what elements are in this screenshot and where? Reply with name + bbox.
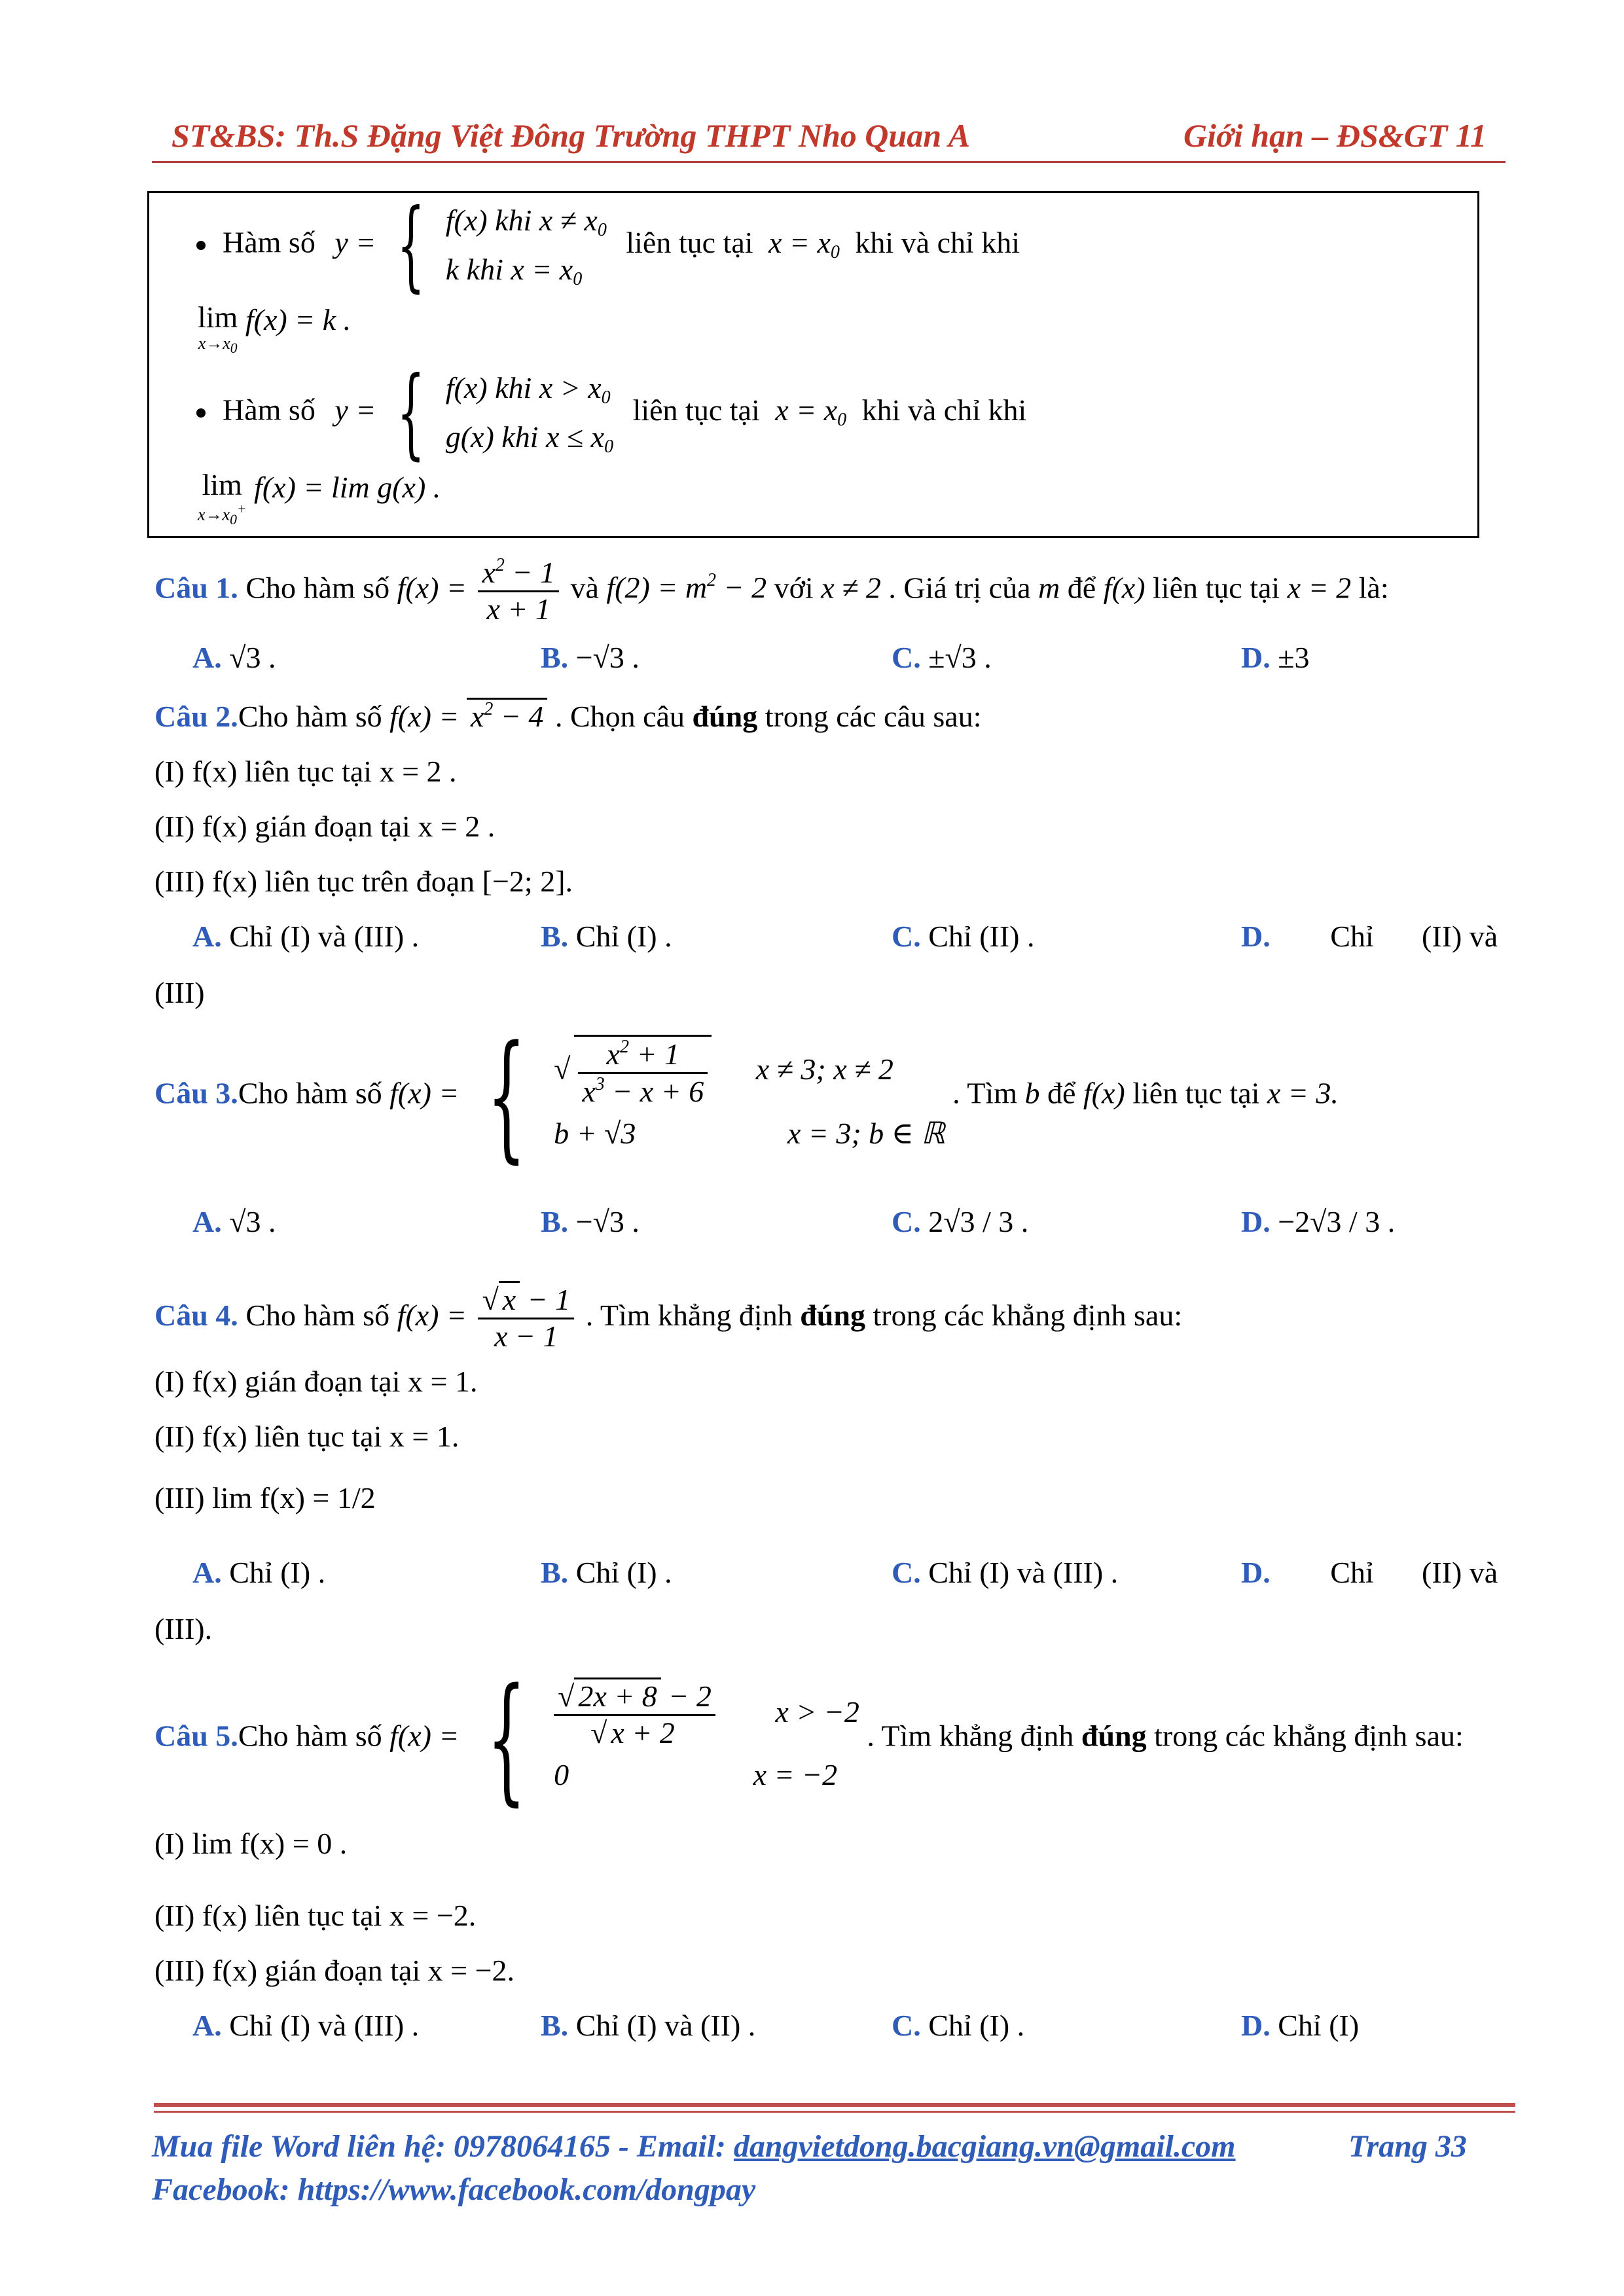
q3-text-a: Cho hàm số (238, 1076, 382, 1110)
header-left: ST&BS: Th.S Đặng Việt Đông Trường THPT Nho Quan A (171, 117, 970, 154)
q3-option-c-value: 2√3 / 3 . (928, 1205, 1029, 1238)
q5-cond2: x = −2 (753, 1757, 838, 1791)
q5-cases: $\frac{√ 2x + 8 - 2}{√ x + 2}$ x > −2 0 x = −2 (554, 1679, 859, 1799)
box-b1-mid: liên tục tại (626, 225, 753, 259)
q3-cases: √ $\frac{x^2 + 1}{x^3 - x + 6}$ x ≠ 3; x ≠ 2 b + √3 x = 3; b ∈ ℝ (554, 1035, 945, 1157)
q4-text-c: trong các khẳng định sau: (873, 1298, 1183, 1332)
q5-statement-2: (II) f(x) liên tục tại x = −2. (154, 1899, 477, 1932)
q5-option-c-value: Chỉ (I) . (928, 2009, 1025, 2042)
q3-text-b: . Tìm (952, 1076, 1017, 1110)
q3-option-a-value: √3 . (229, 1205, 276, 1238)
q4-label: Câu 4. (154, 1298, 238, 1332)
q3-option-c-label: C. (892, 1205, 921, 1238)
q2-option-a-label: A. (192, 920, 222, 953)
footer-contact: Mua file Word liên hệ: 0978064165 - Email: (152, 2129, 726, 2164)
box-b2-end: khi và chỉ khi (861, 393, 1027, 427)
question-2: Câu 2.Cho hàm số $f(x) = x^2 - 4$ . Chọn câu đúng trong các câu sau: (154, 699, 982, 733)
footer-email-link[interactable]: dangvietdong.bacgiang.vn@gmail.com (733, 2129, 1236, 2164)
q3-option-d[interactable] (1241, 1204, 1395, 1239)
q2-option-d-value: Chỉ (1330, 920, 1374, 953)
q1-text-c: với (774, 571, 814, 605)
q1-option-b-label: B. (541, 641, 569, 674)
box-b2-prefix: Hàm số (223, 393, 316, 427)
q1-option-a[interactable] (192, 640, 276, 675)
footer-rule-thin (154, 2111, 1515, 2113)
q5-label: Câu 5. (154, 1719, 238, 1753)
bullet-icon (196, 241, 206, 250)
q5-option-b-label: B. (541, 2009, 569, 2042)
box-b1-cases: f(x) khi $x \ne x_0$ k khi $x = x_0$ (445, 204, 607, 289)
q3-cond2: x = 3; b ∈ ℝ (787, 1117, 945, 1151)
header-right: Giới hạn – ĐS&GT 11 (1183, 117, 1487, 154)
q4-option-d-tail: (II) và (1422, 1556, 1498, 1589)
header-rule (152, 161, 1506, 163)
footer-page-number: Trang 33 (1348, 2129, 1467, 2164)
q2-option-a-value: Chỉ (I) và (III) . (229, 920, 420, 953)
q4-option-c-value: Chỉ (I) và (III) . (928, 1556, 1119, 1589)
question-1: Câu 1. Cho hàm số f(x) = $\frac{x^2 - 1}{x + 1}$ và $f(2) = m^2 - 2$ với x ≠ 2 . Giá trị của m để f(x) liên tục tại x = 2 là: (154, 555, 1389, 626)
q3-label: Câu 3. (154, 1076, 238, 1110)
q4-bold: đúng (800, 1298, 865, 1332)
q5-option-a-value: Chỉ (I) và (III) . (229, 2009, 420, 2042)
q2-bold: đúng (692, 700, 758, 733)
q3-option-b-label: B. (541, 1205, 569, 1238)
q5-text-b: . Tìm khẳng định (867, 1719, 1074, 1753)
box-b1-prefix: Hàm số (223, 225, 316, 259)
q4-text-b: . Tìm khẳng định (585, 1298, 793, 1332)
q2-option-c-label: C. (892, 920, 921, 953)
q5-statement-1: (I) lim f(x) = 0 . (154, 1827, 348, 1860)
q1-text-f: liên tục tại (1153, 571, 1280, 605)
box-bullet-2: Hàm số y = { f(x) khi $x > x_0$ g(x) khi $x \le x_0$ liên tục tại $x = x_0$ khi và chỉ khi (196, 364, 1026, 462)
question-3: Câu 3.Cho hàm số f(x) = { √ $\frac{x^2 + 1}{x^3 - x + 6}$ x ≠ 3; x ≠ 2 b + √3 x = 3; b ∈ ℝ . Tìm b để f(x) liên tục tại x = 3. (154, 1016, 1339, 1176)
box-b1-case1: f(x) khi x ≠ x (445, 204, 598, 238)
q1-option-b-value: −√3 . (575, 641, 640, 674)
q5-statement-3: (III) f(x) gián đoạn tại x = −2. (154, 1954, 515, 1987)
q1-label: Câu 1. (154, 571, 238, 605)
q2-text-c: trong các câu sau: (765, 700, 982, 733)
footer-facebook[interactable]: Facebook: https://www.facebook.com/dongpay (152, 2172, 756, 2207)
q4-fraction: $\frac{√ x - 1}{x - 1}$ (478, 1283, 574, 1354)
q1-text-a: Cho hàm số (245, 571, 390, 605)
q1-option-b[interactable] (541, 640, 640, 675)
q3-option-c[interactable] (892, 1204, 1028, 1239)
box-bullet-1: Hàm số y = { f(x) khi $x \ne x_0$ k khi $x = x_0$ liên tục tại $x = x_0$ khi và chỉ khi (196, 196, 1020, 295)
q4-statement-1: (I) f(x) gián đoạn tại x = 1. (154, 1365, 478, 1398)
q1-option-d-label: D. (1241, 641, 1271, 674)
q5-option-a-label: A. (192, 2009, 222, 2042)
q4-option-b[interactable] (541, 1555, 672, 1590)
q4-option-a[interactable] (192, 1555, 325, 1590)
box-b2-case2: g(x) khi x ≤ x (445, 420, 605, 454)
q1-option-c-value: ±√3 . (928, 641, 992, 674)
q5-cond1: x > −2 (775, 1695, 859, 1729)
q4-option-b-value: Chỉ (I) . (575, 1556, 672, 1589)
q2-option-d-label: D. (1241, 920, 1271, 953)
question-4: Câu 4. Cho hàm số f(x) = $\frac{√ x - 1}{x - 1}$ . Tìm khẳng định đúng trong các khẳng định sau: (154, 1283, 1182, 1354)
q4-option-d-wrap: (III). (154, 1612, 213, 1645)
q2-option-b[interactable] (541, 919, 672, 954)
q3-option-b-value: −√3 . (575, 1205, 640, 1238)
q2-option-d[interactable] (1241, 919, 1374, 954)
q1-text-e: để (1067, 571, 1096, 605)
box-b2-limit: f(x) = lim g(x) . (254, 471, 441, 504)
q2-option-c[interactable] (892, 919, 1034, 954)
q5-option-c[interactable] (892, 2008, 1024, 2043)
q3-option-b[interactable] (541, 1204, 640, 1239)
box-limit-1: lim $x\to x_0$ f(x) = k . (198, 300, 352, 357)
q4-option-c[interactable] (892, 1555, 1118, 1590)
q4-option-d-label: D. (1241, 1556, 1271, 1589)
q2-statement-3: (III) f(x) liên tục trên đoạn [−2; 2]. (154, 865, 573, 898)
q4-statement-2: (II) f(x) liên tục tại x = 1. (154, 1420, 460, 1453)
q2-option-b-label: B. (541, 920, 569, 953)
q4-text-a: Cho hàm số (245, 1298, 390, 1332)
q1-option-c-label: C. (892, 641, 921, 674)
question-5: Câu 5.Cho hàm số f(x) = { $\frac{√ 2x + 8 - 2}{√ x + 2}$ x > −2 0 x = −2 . Tìm khẳng định đúng trong các khẳng định sau: (154, 1659, 1464, 1819)
q3-cond1: x ≠ 3; x ≠ 2 (755, 1052, 893, 1086)
q2-option-a[interactable] (192, 919, 419, 954)
q5-bold: đúng (1081, 1719, 1147, 1753)
q1-option-a-value: √3 . (229, 641, 276, 674)
q1-option-d[interactable] (1241, 640, 1309, 675)
box-b2-cases: f(x) khi $x > x_0$ g(x) khi $x \le x_0$ (445, 371, 614, 457)
q2-option-c-value: Chỉ (II) . (928, 920, 1035, 953)
q1-text-g: là: (1358, 571, 1389, 605)
q2-option-b-value: Chỉ (I) . (575, 920, 672, 953)
footer-rule-thick (154, 2103, 1515, 2107)
q4-option-d[interactable] (1241, 1555, 1374, 1590)
q4-option-d-value: Chỉ (1330, 1556, 1374, 1589)
footer-line-1 (152, 2128, 1236, 2164)
q3-option-a[interactable] (192, 1204, 276, 1239)
q2-statement-2: (II) f(x) gián đoạn tại x = 2 . (154, 810, 496, 843)
q1-text-b: và (570, 571, 599, 605)
q3-option-d-label: D. (1241, 1205, 1271, 1238)
box-b1-case2: k khi x = x (445, 253, 573, 286)
q5-option-d[interactable] (1241, 2008, 1359, 2043)
q2-text-b: . Chọn câu (554, 700, 685, 733)
q4-option-b-label: B. (541, 1556, 569, 1589)
q5-option-d-label: D. (1241, 2009, 1271, 2042)
q1-option-c[interactable] (892, 640, 992, 675)
box-limit-2: lim $x\to x_0^+$ f(x) = lim g(x) . (198, 468, 441, 528)
q2-text-a: Cho hàm số (238, 700, 382, 733)
q2-option-d-wrap: (III) (154, 976, 205, 1009)
q5-option-d-value: Chỉ (I) (1278, 2009, 1360, 2042)
q3-option-d-value: −2√3 / 3 . (1278, 1205, 1396, 1238)
q1-fraction: $\frac{x^2 - 1}{x + 1}$ (478, 555, 558, 627)
q2-label: Câu 2. (154, 700, 238, 733)
q3-option-a-label: A. (192, 1205, 222, 1238)
q1-text-d: . Giá trị của (888, 571, 1031, 605)
q5-option-a[interactable] (192, 2008, 419, 2043)
box-b1-end: khi và chỉ khi (855, 225, 1020, 259)
q4-statement-3: (III) lim f(x) = 1/2 (154, 1481, 376, 1515)
q4-option-c-label: C. (892, 1556, 921, 1589)
bullet-icon (196, 408, 206, 418)
box-b1-limit: f(x) = k . (245, 303, 352, 336)
q3-text-c: để (1047, 1076, 1076, 1110)
q5-option-b-value: Chỉ (I) và (II) . (575, 2009, 756, 2042)
q1-option-a-label: A. (192, 641, 222, 674)
q2-statement-1: (I) f(x) liên tục tại x = 2 . (154, 755, 457, 788)
q5-option-b[interactable] (541, 2008, 755, 2043)
q5-text-c: trong các khẳng định sau: (1154, 1719, 1464, 1753)
q2-option-d-tail: (II) và (1422, 920, 1498, 953)
q4-option-a-label: A. (192, 1556, 222, 1589)
q5-text-a: Cho hàm số (238, 1719, 382, 1753)
q4-option-a-value: Chỉ (I) . (229, 1556, 326, 1589)
q3-text-d: liên tục tại (1132, 1076, 1260, 1110)
q5-option-c-label: C. (892, 2009, 921, 2042)
q1-option-d-value: ±3 (1278, 641, 1310, 674)
box-b2-mid: liên tục tại (632, 393, 760, 427)
box-b2-case1: f(x) khi x > x (445, 371, 602, 405)
